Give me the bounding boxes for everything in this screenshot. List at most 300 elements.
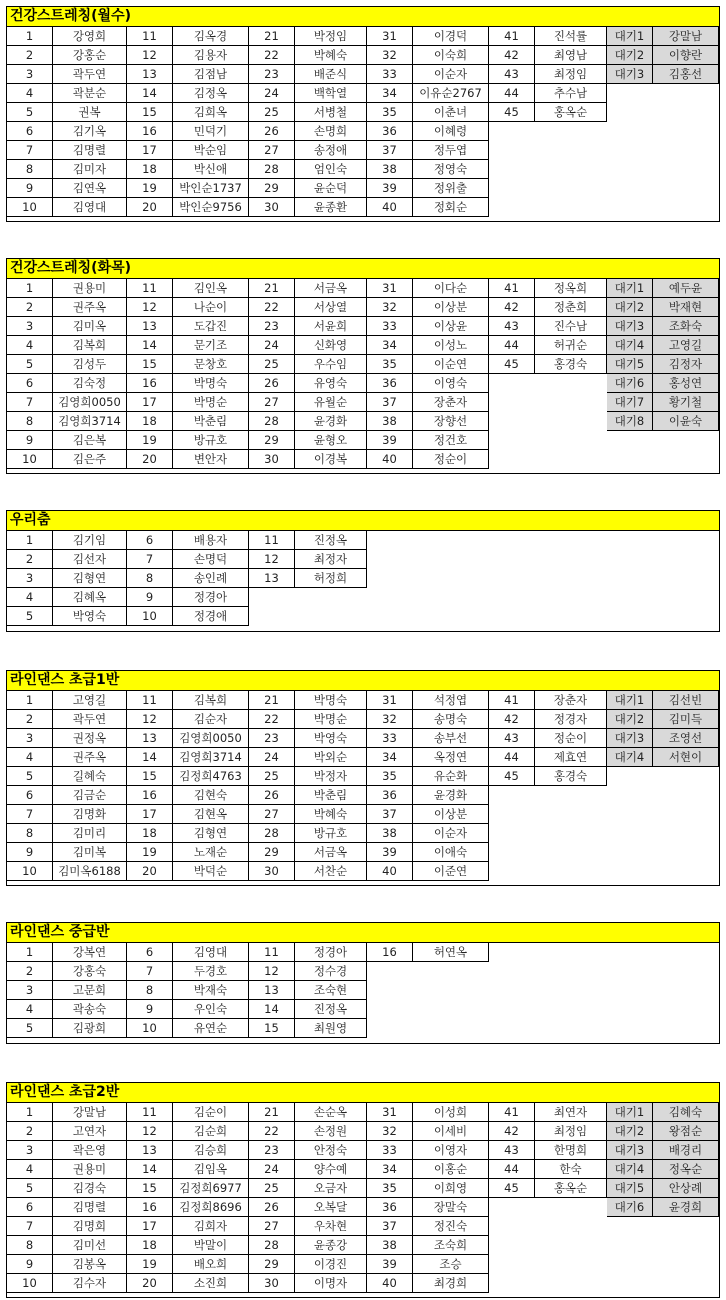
member-name-cell: 도갑진 <box>173 317 249 336</box>
member-name-cell: 김명렬 <box>53 141 127 160</box>
member-name-cell: 김임옥 <box>173 1160 249 1179</box>
member-name-cell: 오금자 <box>295 1179 367 1198</box>
member-name-cell: 김희옥 <box>173 103 249 122</box>
member-name-cell: 김은복 <box>53 431 127 450</box>
member-number-cell: 36 <box>367 1198 413 1217</box>
member-number-cell: 16 <box>127 786 173 805</box>
member-name-cell: 박춘림 <box>173 412 249 431</box>
member-name-cell: 권용미 <box>53 1160 127 1179</box>
waitlist-name-cell: 배경리 <box>653 1141 719 1160</box>
member-number-cell: 13 <box>249 981 295 1000</box>
member-number-cell: 26 <box>249 374 295 393</box>
member-name-cell: 최연자 <box>535 1103 607 1122</box>
member-number-cell: 41 <box>489 279 535 298</box>
waitlist-name-cell: 왕점순 <box>653 1122 719 1141</box>
member-number-cell: 15 <box>127 355 173 374</box>
member-number-cell: 27 <box>249 805 295 824</box>
member-number-cell: 6 <box>7 374 53 393</box>
member-name-cell: 노재순 <box>173 843 249 862</box>
member-number-cell: 40 <box>367 1274 413 1293</box>
member-number-cell: 8 <box>7 160 53 179</box>
member-number-cell: 15 <box>127 767 173 786</box>
member-name-cell: 강홍순 <box>53 46 127 65</box>
member-number-cell: 21 <box>249 1103 295 1122</box>
member-number-cell: 16 <box>127 374 173 393</box>
waitlist-number-cell: 대기5 <box>607 355 653 374</box>
member-number-cell: 32 <box>367 46 413 65</box>
member-name-cell: 김영대 <box>53 198 127 217</box>
member-number-cell: 29 <box>249 179 295 198</box>
member-number-cell: 19 <box>127 179 173 198</box>
member-name-cell: 박명순 <box>173 393 249 412</box>
member-number-cell: 7 <box>7 805 53 824</box>
member-number-cell: 28 <box>249 1236 295 1255</box>
member-number-cell: 2 <box>7 298 53 317</box>
member-number-cell: 31 <box>367 279 413 298</box>
member-number-cell: 36 <box>367 374 413 393</box>
waitlist-name-cell: 박재현 <box>653 298 719 317</box>
member-number-cell: 24 <box>249 84 295 103</box>
member-number-cell: 18 <box>127 160 173 179</box>
member-number-cell: 4 <box>7 336 53 355</box>
member-number-cell: 33 <box>367 729 413 748</box>
member-number-cell: 3 <box>7 317 53 336</box>
member-number-cell: 13 <box>249 569 295 588</box>
section-title: 우리춤 <box>7 511 719 531</box>
waitlist-name-cell: 김미득 <box>653 710 719 729</box>
member-number-cell: 45 <box>489 355 535 374</box>
member-name-cell: 이홍순 <box>413 1160 489 1179</box>
member-name-cell: 김수자 <box>53 1274 127 1293</box>
waitlist-name-cell: 조영선 <box>653 729 719 748</box>
member-name-cell: 진수남 <box>535 317 607 336</box>
member-name-cell: 정옥희 <box>535 279 607 298</box>
member-number-cell: 15 <box>249 1019 295 1038</box>
member-number-cell: 28 <box>249 824 295 843</box>
member-name-cell: 최정임 <box>535 1122 607 1141</box>
member-name-cell: 장말숙 <box>413 1198 489 1217</box>
member-name-cell: 김정희4763 <box>173 767 249 786</box>
member-name-cell: 김영대 <box>173 943 249 962</box>
member-number-cell: 45 <box>489 103 535 122</box>
member-name-cell: 두경호 <box>173 962 249 981</box>
member-number-cell: 24 <box>249 1160 295 1179</box>
member-name-cell: 허정희 <box>295 569 367 588</box>
member-number-cell: 11 <box>127 691 173 710</box>
member-number-cell: 12 <box>127 46 173 65</box>
member-number-cell: 18 <box>127 412 173 431</box>
member-number-cell: 5 <box>7 103 53 122</box>
member-name-cell: 허연옥 <box>413 943 489 962</box>
roster-section <box>6 258 720 474</box>
member-number-cell: 43 <box>489 65 535 84</box>
waitlist-number-cell: 대기3 <box>607 1141 653 1160</box>
member-name-cell: 김용자 <box>173 46 249 65</box>
waitlist-number-cell: 대기6 <box>607 374 653 393</box>
member-name-cell: 장춘자 <box>535 691 607 710</box>
member-number-cell: 44 <box>489 336 535 355</box>
roster-section <box>6 670 720 886</box>
member-name-cell: 조숙희 <box>413 1236 489 1255</box>
member-number-cell: 4 <box>7 1000 53 1019</box>
member-name-cell: 김미자 <box>53 160 127 179</box>
member-name-cell: 박영숙 <box>53 607 127 626</box>
waitlist-name-cell: 이향란 <box>653 46 719 65</box>
member-number-cell: 12 <box>249 550 295 569</box>
member-number-cell: 10 <box>7 450 53 469</box>
member-number-cell: 16 <box>127 122 173 141</box>
member-number-cell: 25 <box>249 355 295 374</box>
roster-section <box>6 510 720 632</box>
waitlist-name-cell: 예두윤 <box>653 279 719 298</box>
member-name-cell: 장춘자 <box>413 393 489 412</box>
member-number-cell: 44 <box>489 84 535 103</box>
waitlist-number-cell: 대기2 <box>607 1122 653 1141</box>
member-number-cell: 16 <box>367 943 413 962</box>
member-number-cell: 23 <box>249 65 295 84</box>
member-name-cell: 박인순9756 <box>173 198 249 217</box>
member-name-cell: 서찬순 <box>295 862 367 881</box>
member-number-cell: 13 <box>127 317 173 336</box>
member-number-cell: 20 <box>127 450 173 469</box>
member-number-cell: 1 <box>7 1103 53 1122</box>
member-number-cell: 8 <box>127 981 173 1000</box>
member-name-cell: 박덕순 <box>173 862 249 881</box>
waitlist-number-cell: 대기8 <box>607 412 653 431</box>
member-name-cell: 김기임 <box>53 531 127 550</box>
member-name-cell: 한숙 <box>535 1160 607 1179</box>
member-number-cell: 1 <box>7 531 53 550</box>
member-name-cell: 박명숙 <box>173 374 249 393</box>
member-number-cell: 10 <box>127 1019 173 1038</box>
waitlist-name-cell: 김정자 <box>653 355 719 374</box>
member-number-cell: 33 <box>367 317 413 336</box>
member-name-cell: 박정임 <box>295 27 367 46</box>
member-name-cell: 오복달 <box>295 1198 367 1217</box>
member-number-cell: 29 <box>249 843 295 862</box>
member-number-cell: 43 <box>489 1141 535 1160</box>
member-name-cell: 추수남 <box>535 84 607 103</box>
member-number-cell: 32 <box>367 710 413 729</box>
member-number-cell: 33 <box>367 65 413 84</box>
member-number-cell: 37 <box>367 393 413 412</box>
member-number-cell: 30 <box>249 1274 295 1293</box>
section-title: 건강스트레칭(월수) <box>7 7 719 27</box>
member-name-cell: 김영희0050 <box>173 729 249 748</box>
member-name-cell: 이애숙 <box>413 843 489 862</box>
waitlist-name-cell: 이윤숙 <box>653 412 719 431</box>
member-name-cell: 김희자 <box>173 1217 249 1236</box>
member-number-cell: 37 <box>367 1217 413 1236</box>
member-number-cell: 42 <box>489 46 535 65</box>
member-number-cell: 21 <box>249 691 295 710</box>
waitlist-name-cell: 강말남 <box>653 27 719 46</box>
member-name-cell: 김인옥 <box>173 279 249 298</box>
member-number-cell: 27 <box>249 141 295 160</box>
member-name-cell: 박춘림 <box>295 786 367 805</box>
member-name-cell: 유영숙 <box>295 374 367 393</box>
member-number-cell: 40 <box>367 198 413 217</box>
member-name-cell: 김금순 <box>53 786 127 805</box>
member-number-cell: 7 <box>7 1217 53 1236</box>
waitlist-number-cell: 대기3 <box>607 729 653 748</box>
member-name-cell: 김혜옥 <box>53 588 127 607</box>
member-number-cell: 6 <box>127 531 173 550</box>
member-name-cell: 배오희 <box>173 1255 249 1274</box>
waitlist-name-cell: 안상례 <box>653 1179 719 1198</box>
member-name-cell: 손순옥 <box>295 1103 367 1122</box>
member-name-cell: 유연순 <box>173 1019 249 1038</box>
member-number-cell: 10 <box>127 607 173 626</box>
member-number-cell: 41 <box>489 1103 535 1122</box>
member-name-cell: 이명자 <box>295 1274 367 1293</box>
member-number-cell: 1 <box>7 279 53 298</box>
member-name-cell: 진정옥 <box>295 531 367 550</box>
member-number-cell: 35 <box>367 355 413 374</box>
member-number-cell: 12 <box>249 962 295 981</box>
member-number-cell: 5 <box>7 607 53 626</box>
member-name-cell: 김옥경 <box>173 27 249 46</box>
member-name-cell: 손정원 <box>295 1122 367 1141</box>
member-name-cell: 이다순 <box>413 279 489 298</box>
member-number-cell: 26 <box>249 122 295 141</box>
member-name-cell: 이희영 <box>413 1179 489 1198</box>
member-name-cell: 정영숙 <box>413 160 489 179</box>
member-number-cell: 21 <box>249 279 295 298</box>
member-name-cell: 김숙정 <box>53 374 127 393</box>
member-name-cell: 윤종강 <box>295 1236 367 1255</box>
member-number-cell: 26 <box>249 1198 295 1217</box>
member-number-cell: 14 <box>127 1160 173 1179</box>
member-name-cell: 우차현 <box>295 1217 367 1236</box>
member-number-cell: 1 <box>7 943 53 962</box>
member-number-cell: 19 <box>127 843 173 862</box>
member-number-cell: 34 <box>367 336 413 355</box>
member-number-cell: 35 <box>367 1179 413 1198</box>
member-number-cell: 38 <box>367 824 413 843</box>
member-number-cell: 32 <box>367 1122 413 1141</box>
member-name-cell: 한명희 <box>535 1141 607 1160</box>
member-number-cell: 3 <box>7 569 53 588</box>
member-number-cell: 34 <box>367 84 413 103</box>
waitlist-name-cell: 김혜숙 <box>653 1103 719 1122</box>
member-number-cell: 37 <box>367 805 413 824</box>
waitlist-name-cell: 정옥순 <box>653 1160 719 1179</box>
member-number-cell: 4 <box>7 84 53 103</box>
member-name-cell: 송인례 <box>173 569 249 588</box>
member-number-cell: 21 <box>249 27 295 46</box>
member-name-cell: 김현옥 <box>173 805 249 824</box>
member-number-cell: 10 <box>7 862 53 881</box>
member-name-cell: 김순이 <box>173 1103 249 1122</box>
section-title: 건강스트레칭(화목) <box>7 259 719 279</box>
waitlist-number-cell: 대기4 <box>607 336 653 355</box>
member-name-cell: 최경희 <box>413 1274 489 1293</box>
member-number-cell: 10 <box>7 198 53 217</box>
member-number-cell: 43 <box>489 317 535 336</box>
member-name-cell: 이경덕 <box>413 27 489 46</box>
member-number-cell: 2 <box>7 710 53 729</box>
waitlist-number-cell: 대기2 <box>607 710 653 729</box>
member-name-cell: 윤순덕 <box>295 179 367 198</box>
member-name-cell: 손명희 <box>295 122 367 141</box>
waitlist-number-cell: 대기7 <box>607 393 653 412</box>
member-number-cell: 2 <box>7 550 53 569</box>
member-number-cell: 17 <box>127 1217 173 1236</box>
member-name-cell: 정두엽 <box>413 141 489 160</box>
member-number-cell: 31 <box>367 27 413 46</box>
member-number-cell: 20 <box>127 862 173 881</box>
member-name-cell: 박명순 <box>295 710 367 729</box>
member-number-cell: 3 <box>7 1141 53 1160</box>
member-number-cell: 17 <box>127 393 173 412</box>
member-name-cell: 김미리 <box>53 824 127 843</box>
waitlist-name-cell: 김홍선 <box>653 65 719 84</box>
member-name-cell: 이숙희 <box>413 46 489 65</box>
member-name-cell: 조승 <box>413 1255 489 1274</box>
member-number-cell: 11 <box>249 531 295 550</box>
member-name-cell: 허귀순 <box>535 336 607 355</box>
member-name-cell: 서병철 <box>295 103 367 122</box>
member-number-cell: 14 <box>127 748 173 767</box>
member-name-cell: 김선자 <box>53 550 127 569</box>
member-number-cell: 3 <box>7 729 53 748</box>
member-name-cell: 김점남 <box>173 65 249 84</box>
member-number-cell: 30 <box>249 198 295 217</box>
member-name-cell: 우인숙 <box>173 1000 249 1019</box>
member-name-cell: 유월순 <box>295 393 367 412</box>
member-name-cell: 김명렬 <box>53 1198 127 1217</box>
member-name-cell: 최정자 <box>295 550 367 569</box>
member-number-cell: 9 <box>127 1000 173 1019</box>
member-number-cell: 13 <box>127 729 173 748</box>
member-number-cell: 2 <box>7 1122 53 1141</box>
member-number-cell: 22 <box>249 1122 295 1141</box>
member-number-cell: 15 <box>127 1179 173 1198</box>
waitlist-name-cell: 윤경희 <box>653 1198 719 1217</box>
member-name-cell: 박말이 <box>173 1236 249 1255</box>
member-name-cell: 강복연 <box>53 943 127 962</box>
member-name-cell: 최원영 <box>295 1019 367 1038</box>
member-name-cell: 정수경 <box>295 962 367 981</box>
member-number-cell: 25 <box>249 1179 295 1198</box>
member-number-cell: 12 <box>127 1122 173 1141</box>
member-name-cell: 정진숙 <box>413 1217 489 1236</box>
member-name-cell: 박혜숙 <box>295 46 367 65</box>
member-name-cell: 곽두연 <box>53 65 127 84</box>
member-name-cell: 장향선 <box>413 412 489 431</box>
member-name-cell: 김기옥 <box>53 122 127 141</box>
member-number-cell: 32 <box>367 298 413 317</box>
member-name-cell: 김복희 <box>53 336 127 355</box>
member-number-cell: 35 <box>367 767 413 786</box>
member-name-cell: 정경아 <box>173 588 249 607</box>
member-name-cell: 김미옥 <box>53 317 127 336</box>
member-name-cell: 강영희 <box>53 27 127 46</box>
waitlist-number-cell: 대기2 <box>607 46 653 65</box>
member-name-cell: 윤형오 <box>295 431 367 450</box>
member-number-cell: 22 <box>249 710 295 729</box>
member-number-cell: 6 <box>7 1198 53 1217</box>
member-number-cell: 36 <box>367 122 413 141</box>
member-number-cell: 25 <box>249 103 295 122</box>
member-name-cell: 최정임 <box>535 65 607 84</box>
member-name-cell: 엄인숙 <box>295 160 367 179</box>
member-number-cell: 41 <box>489 27 535 46</box>
member-name-cell: 김명화 <box>53 805 127 824</box>
member-number-cell: 44 <box>489 1160 535 1179</box>
member-number-cell: 1 <box>7 691 53 710</box>
member-number-cell: 8 <box>127 569 173 588</box>
waitlist-name-cell: 김선빈 <box>653 691 719 710</box>
member-number-cell: 19 <box>127 431 173 450</box>
member-number-cell: 9 <box>127 588 173 607</box>
section-title: 라인댄스 초급2반 <box>7 1083 719 1103</box>
member-number-cell: 4 <box>7 1160 53 1179</box>
member-number-cell: 9 <box>7 431 53 450</box>
member-number-cell: 40 <box>367 450 413 469</box>
member-name-cell: 정경애 <box>173 607 249 626</box>
member-number-cell: 23 <box>249 317 295 336</box>
member-name-cell: 김명희 <box>53 1217 127 1236</box>
member-number-cell: 13 <box>127 1141 173 1160</box>
member-name-cell: 박순임 <box>173 141 249 160</box>
member-name-cell: 이준연 <box>413 862 489 881</box>
waitlist-number-cell: 대기6 <box>607 1198 653 1217</box>
member-name-cell: 진정옥 <box>295 1000 367 1019</box>
member-number-cell: 45 <box>489 1179 535 1198</box>
member-number-cell: 10 <box>7 1274 53 1293</box>
member-number-cell: 7 <box>127 550 173 569</box>
member-name-cell: 김미복 <box>53 843 127 862</box>
member-name-cell: 송명숙 <box>413 710 489 729</box>
member-name-cell: 김영희0050 <box>53 393 127 412</box>
member-number-cell: 11 <box>127 27 173 46</box>
member-name-cell: 이상분 <box>413 298 489 317</box>
member-number-cell: 39 <box>367 179 413 198</box>
member-number-cell: 3 <box>7 65 53 84</box>
member-number-cell: 29 <box>249 431 295 450</box>
member-name-cell: 김승희 <box>173 1141 249 1160</box>
member-name-cell: 윤경화 <box>413 786 489 805</box>
member-number-cell: 26 <box>249 786 295 805</box>
member-number-cell: 24 <box>249 748 295 767</box>
member-number-cell: 4 <box>7 748 53 767</box>
member-number-cell: 34 <box>367 748 413 767</box>
member-number-cell: 23 <box>249 729 295 748</box>
member-number-cell: 42 <box>489 298 535 317</box>
waitlist-name-cell: 서현이 <box>653 748 719 767</box>
member-name-cell: 권용미 <box>53 279 127 298</box>
member-name-cell: 권정옥 <box>53 729 127 748</box>
member-name-cell: 강말남 <box>53 1103 127 1122</box>
member-name-cell: 이순자 <box>413 65 489 84</box>
member-number-cell: 31 <box>367 1103 413 1122</box>
member-name-cell: 문기조 <box>173 336 249 355</box>
member-name-cell: 박정자 <box>295 767 367 786</box>
member-number-cell: 20 <box>127 1274 173 1293</box>
member-number-cell: 17 <box>127 141 173 160</box>
member-number-cell: 33 <box>367 1141 413 1160</box>
member-name-cell: 고연자 <box>53 1122 127 1141</box>
member-name-cell: 문창호 <box>173 355 249 374</box>
member-number-cell: 40 <box>367 862 413 881</box>
member-name-cell: 김순자 <box>173 710 249 729</box>
member-number-cell: 45 <box>489 767 535 786</box>
member-name-cell: 서상열 <box>295 298 367 317</box>
member-name-cell: 박인순1737 <box>173 179 249 198</box>
waitlist-number-cell: 대기2 <box>607 298 653 317</box>
